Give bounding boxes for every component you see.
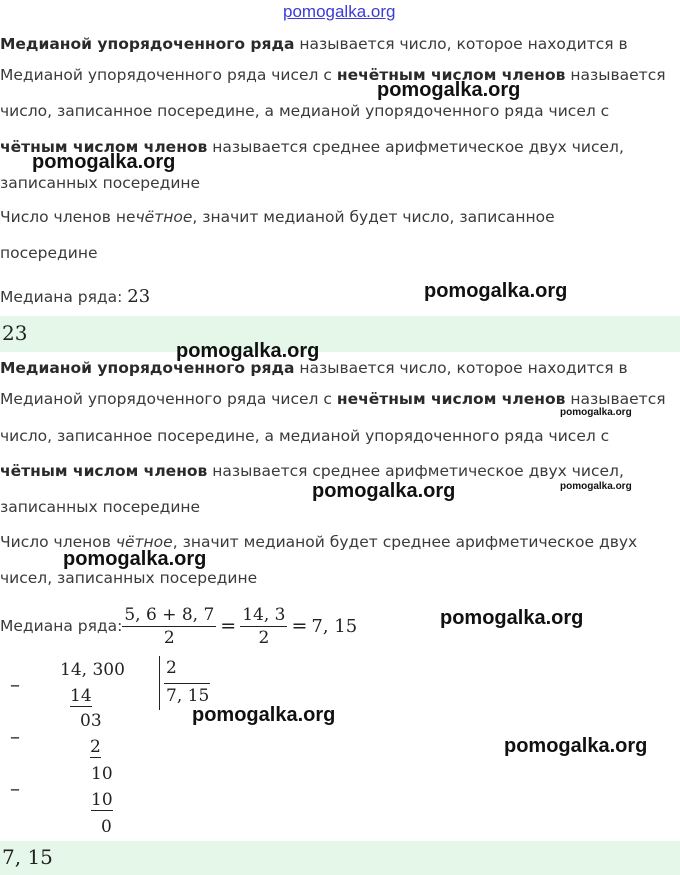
term-bold: Медианой упорядоченного ряда — [0, 359, 295, 377]
median-formula — [0, 601, 357, 651]
watermark: pomogalka.org — [32, 151, 176, 173]
watermark: pomogalka.org — [176, 340, 320, 362]
definition-line — [0, 35, 628, 53]
median-line — [0, 286, 150, 307]
watermark: pomogalka.org — [424, 280, 568, 302]
text: Медианой упорядоченного ряда чисел с — [0, 390, 337, 408]
quotient: 7, 15 — [166, 686, 210, 706]
fraction-numerator: 14, 3 — [242, 604, 286, 625]
median-label: Медиана ряда: — [0, 288, 128, 306]
text: , значит медианой будет число, записанное — [192, 208, 555, 226]
fraction-denominator: 2 — [258, 627, 270, 648]
final-remainder: 0 — [101, 817, 112, 837]
definition-line — [0, 390, 666, 408]
text: Число членов — [0, 533, 116, 551]
division-bar — [159, 656, 160, 710]
answer-box: 7, 15 — [0, 841, 680, 875]
term-bold: Медианой упорядоченного ряда — [0, 35, 295, 53]
reasoning-line: посередине — [0, 244, 98, 262]
text: называется — [565, 390, 666, 408]
text: называется среднее арифметическое двух чисел, — [207, 462, 624, 480]
remainder: 10 — [91, 764, 113, 784]
definition-line: записанных посередине — [0, 174, 201, 192]
remainder: 03 — [80, 711, 102, 731]
text: , значит медианой будет среднее арифметическое двух — [172, 533, 638, 551]
formula-result: 7, 15 — [311, 615, 358, 637]
text: Медианой упорядоченного ряда чисел с — [0, 66, 337, 84]
watermark: pomogalka.org — [312, 480, 456, 502]
term-bold: нечётным числом членов — [336, 390, 566, 408]
text: называется среднее арифметическое двух чисел, — [207, 138, 624, 156]
minus-sign: – — [10, 724, 20, 748]
emphasis: чётное — [115, 533, 173, 551]
text: называется число, которое находится в — [294, 35, 628, 53]
minus-sign: – — [10, 776, 20, 800]
term-bold: чётным числом членов — [0, 138, 208, 156]
subtrahend: 10 — [91, 790, 113, 810]
fraction-denominator: 2 — [163, 627, 175, 648]
watermark: pomogalka.org — [377, 79, 521, 101]
term-bold: чётным числом членов — [0, 462, 208, 480]
watermark: pomogalka.org — [192, 704, 336, 726]
minus-sign: – — [10, 672, 20, 696]
watermark: pomogalka.org — [560, 481, 632, 492]
answer-box: 23 — [0, 316, 680, 352]
definition-line: число, записанное посередине, а медианой упорядоченного ряда чисел с — [0, 427, 610, 445]
dividend: 14, 300 — [60, 660, 125, 680]
median-value: 23 — [127, 286, 151, 307]
watermark: pomogalka.org — [440, 607, 584, 629]
text: Число членов не — [0, 208, 136, 226]
definition-line: число, записанное посередине, а медианой упорядоченного ряда чисел с — [0, 102, 610, 120]
subtrahend: 2 — [90, 737, 101, 757]
text: называется — [565, 66, 666, 84]
divisor: 2 — [166, 658, 177, 678]
reasoning-line: чисел, записанных посередине — [0, 569, 258, 587]
fraction-numerator: 5, 6 + 8, 7 — [124, 604, 215, 625]
subtrahend: 14 — [70, 686, 92, 706]
text: называется число, которое находится в — [294, 359, 628, 377]
quotient-line — [164, 683, 210, 684]
watermark: pomogalka.org — [63, 548, 207, 570]
equals-sign: = — [291, 615, 308, 637]
reasoning-line — [0, 208, 555, 226]
watermark: pomogalka.org — [504, 735, 648, 757]
definition-line — [0, 462, 624, 480]
median-label: Медиана ряда: — [0, 617, 123, 635]
definition-line: записанных посередине — [0, 498, 201, 516]
watermark: pomogalka.org — [560, 407, 632, 418]
equals-sign: = — [220, 615, 237, 637]
definition-line — [0, 66, 666, 84]
fraction-result — [240, 604, 287, 649]
emphasis: чётное — [135, 208, 193, 226]
term-bold: нечётным числом членов — [336, 66, 566, 84]
watermark-link[interactable]: pomogalka.org — [283, 2, 396, 21]
fraction-sum — [122, 604, 216, 649]
